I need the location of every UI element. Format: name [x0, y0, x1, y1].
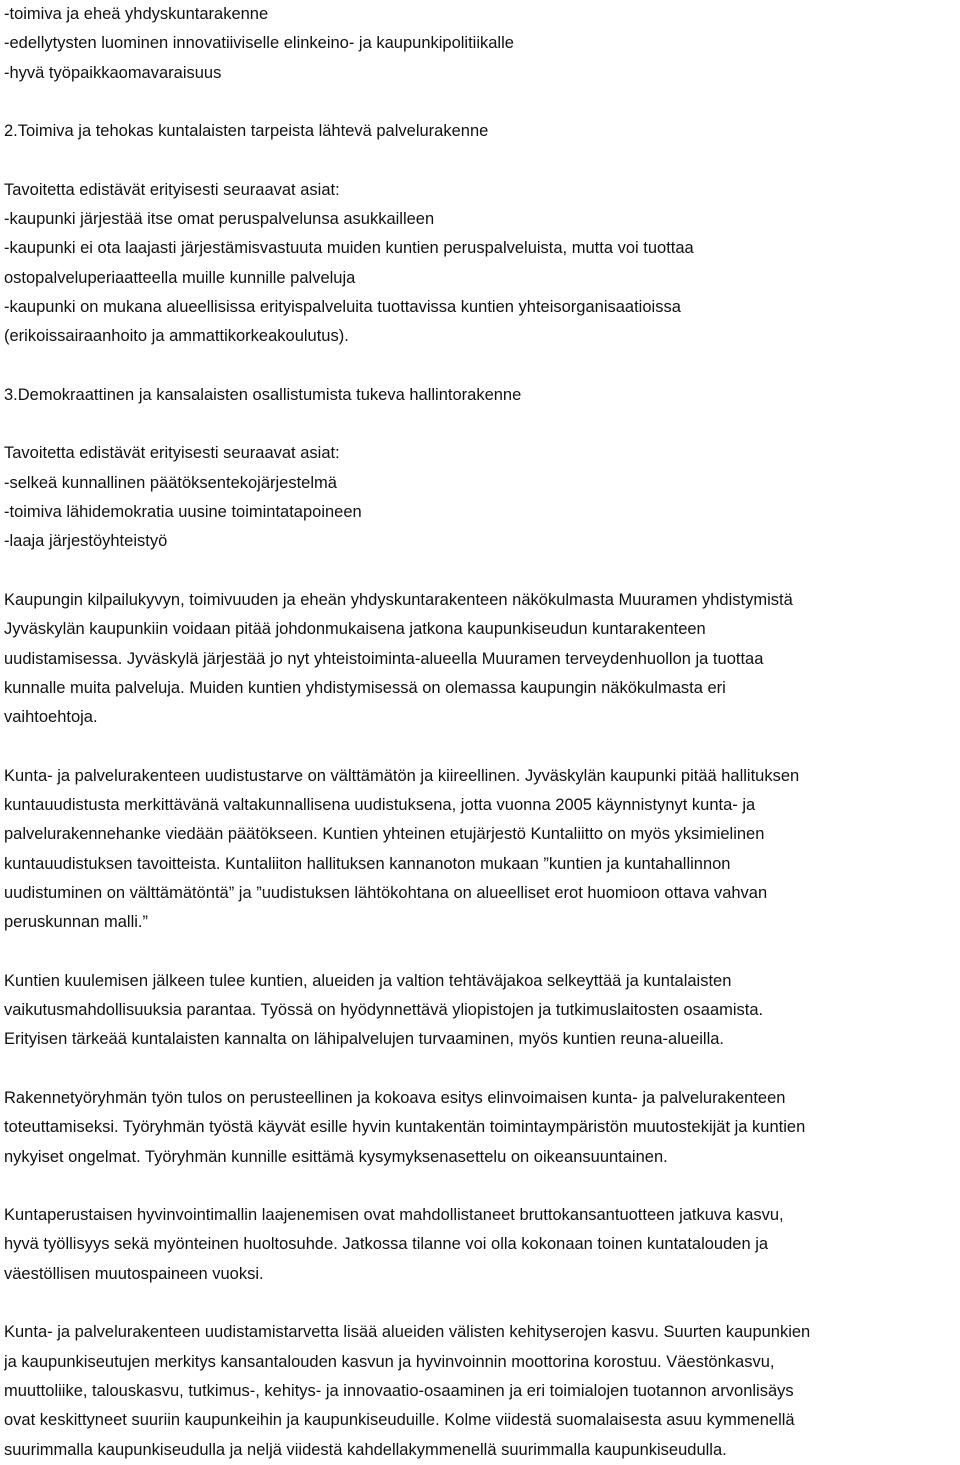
- text-line: väestöllisen muutospaineen vuoksi.: [4, 1264, 264, 1283]
- text-line: ovat keskittyneet suuriin kaupunkeihin ja kaupunkiseuduille. Kolme viidestä suomalaisesta asuu kymmenellä: [4, 1411, 795, 1430]
- text-line: kuntauudistusta merkittävänä valtakunnallisena uudistuksena, jotta vuonna 2005 käynnistynyt kunta- ja: [4, 796, 756, 815]
- paragraph-gap: [4, 1055, 956, 1084]
- text-line: kuntauudistuksen tavoitteista. Kuntaliiton hallituksen kannanoton mukaan ”kuntien ja kuntahallinnon: [4, 854, 731, 873]
- text-line: Kuntaperustaisen hyvinvointimallin laajenemisen ovat mahdollistaneet bruttokansantuotteen jatkuva kasvu,: [4, 1206, 784, 1225]
- text-line: -edellytysten luominen innovatiiviselle elinkeino- ja kaupunkipolitiikalle: [4, 34, 514, 53]
- list-block-goals: [4, 0, 956, 88]
- paragraph-regional-differences: [4, 1318, 956, 1464]
- text-line: -selkeä kunnallinen päätöksentekojärjestelmä: [4, 473, 337, 492]
- list-block-section-2: [4, 176, 956, 352]
- paragraph-muurame: [4, 586, 956, 732]
- text-line: Kunta- ja palvelurakenteen uudistamistarvetta lisää alueiden välisten kehityserojen kasvu. Suurten kaupunkien: [4, 1323, 811, 1342]
- paragraph-gap: [4, 1289, 956, 1318]
- paragraph-welfare-model: [4, 1201, 956, 1289]
- paragraph-working-group: [4, 1084, 956, 1172]
- text-line: palvelurakennehanke viedään päätökseen. Kuntien yhteinen etujärjestö Kuntaliitto on myös yksimielinen: [4, 825, 765, 844]
- text-line: Tavoitetta edistävät erityisesti seuraavat asiat:: [4, 180, 340, 199]
- text-line: uudistuminen on välttämätöntä” ja ”uudistuksen lähtökohtana on alueelliset erot huomioon ottava vahvan: [4, 883, 768, 902]
- text-line: (erikoissairaanhoito ja ammattikorkeakoulutus).: [4, 327, 349, 346]
- text-line: Kaupungin kilpailukyvyn, toimivuuden ja eheän yhdyskuntarakenteen näkökulmasta Muuramen yhdistymistä: [4, 590, 793, 609]
- section-heading-2: [4, 117, 956, 146]
- text-line: -kaupunki on mukana alueellisissa erityispalveluita tuottavissa kuntien yhteisorganisaatioissa: [4, 297, 681, 316]
- text-line: 2.Toimiva ja tehokas kuntalaisten tarpeista lähtevä palvelurakenne: [4, 122, 489, 141]
- paragraph-gap: [4, 732, 956, 761]
- text-line: -kaupunki ei ota laajasti järjestämisvastuuta muiden kuntien peruspalveluista, mutta voi tuottaa: [4, 239, 694, 258]
- text-line: -hyvä työpaikkaomavaraisuus: [4, 63, 222, 82]
- text-line: ostopalveluperiaatteella muille kunnille palveluja: [4, 268, 356, 287]
- text-line: vaikutusmahdollisuuksia parantaa. Työssä on hyödynnettävä yliopistojen ja tutkimuslaitosten osaamista.: [4, 1001, 764, 1020]
- paragraph-gap: [4, 938, 956, 967]
- text-line: Rakennetyöryhmän työn tulos on perusteellinen ja kokoava esitys elinvoimaisen kunta- ja palvelurakenteen: [4, 1088, 786, 1107]
- paragraph-gap: [4, 557, 956, 586]
- text-line: toteuttamiseksi. Työryhmän työstä käyvät esille hyvin kuntakentän toimintaympäristön muutostekijät ja kuntien: [4, 1118, 806, 1137]
- paragraph-consultation: [4, 967, 956, 1055]
- text-line: Kuntien kuulemisen jälkeen tulee kuntien, alueiden ja valtion tehtäväjakoa selkeyttää ja kuntalaisten: [4, 971, 732, 990]
- text-line: Tavoitetta edistävät erityisesti seuraavat asiat:: [4, 444, 340, 463]
- paragraph-gap: [4, 88, 956, 117]
- text-line: uudistamisessa. Jyväskylä järjestää jo nyt yhteistoiminta-alueella Muuramen terveydenhuollon ja tuottaa: [4, 649, 764, 668]
- text-line: -kaupunki järjestää itse omat peruspalvelunsa asukkailleen: [4, 210, 435, 229]
- paragraph-gap: [4, 1172, 956, 1201]
- text-line: -laaja järjestöyhteistyö: [4, 532, 168, 551]
- text-line: hyvä työllisyys sekä myönteinen huoltosuhde. Jatkossa tilanne voi olla kokonaan toinen kuntatalouden ja: [4, 1235, 769, 1254]
- text-line: -toimiva ja eheä yhdyskuntarakenne: [4, 5, 269, 23]
- text-line: Jyväskylän kaupunkiin voidaan pitää johdonmukaisena jatkona kaupunkiseudun kuntarakenteen: [4, 620, 706, 639]
- text-line: Erityisen tärkeää kuntalaisten kannalta on lähipalvelujen turvaaminen, myös kuntien reuna-alueilla.: [4, 1030, 725, 1049]
- paragraph-gap: [4, 410, 956, 439]
- text-line: muuttoliike, talouskasvu, tutkimus-, kehitys- ja innovaatio-osaaminen ja eri toimialojen tuotannon arvonlisäys: [4, 1381, 794, 1400]
- paragraph-reform-need: [4, 762, 956, 938]
- paragraph-gap: [4, 146, 956, 175]
- paragraph-gap: [4, 352, 956, 381]
- text-line: nykyiset ongelmat. Työryhmän kunnille esittämä kysymyksenasettelu on oikeansuuntainen.: [4, 1147, 668, 1166]
- text-line: ja kaupunkiseutujen merkitys kansantalouden kasvun ja hyvinvoinnin moottorina korostuu. Väestönkasvu,: [4, 1352, 775, 1371]
- text-line: vaihtoehtoja.: [4, 708, 98, 727]
- text-line: 3.Demokraattinen ja kansalaisten osallistumista tukeva hallintorakenne: [4, 385, 522, 404]
- text-line: -toimiva lähidemokratia uusine toimintatapoineen: [4, 503, 362, 522]
- text-line: kunnalle muita palveluja. Muiden kuntien yhdistymisessä on olemassa kaupungin näkökulmasta eri: [4, 678, 726, 697]
- text-line: suurimmalla kaupunkiseudulla ja neljä viidestä kahdellakymmenellä suurimmalla kaupunkiseudulla.: [4, 1440, 727, 1459]
- document-page: [4, 0, 956, 1465]
- text-line: peruskunnan malli.”: [4, 913, 148, 932]
- list-block-section-3: [4, 439, 956, 556]
- text-line: Kunta- ja palvelurakenteen uudistustarve on välttämätön ja kiireellinen. Jyväskylän kaupunki pitää hallituksen: [4, 766, 800, 785]
- section-heading-3: [4, 381, 956, 410]
